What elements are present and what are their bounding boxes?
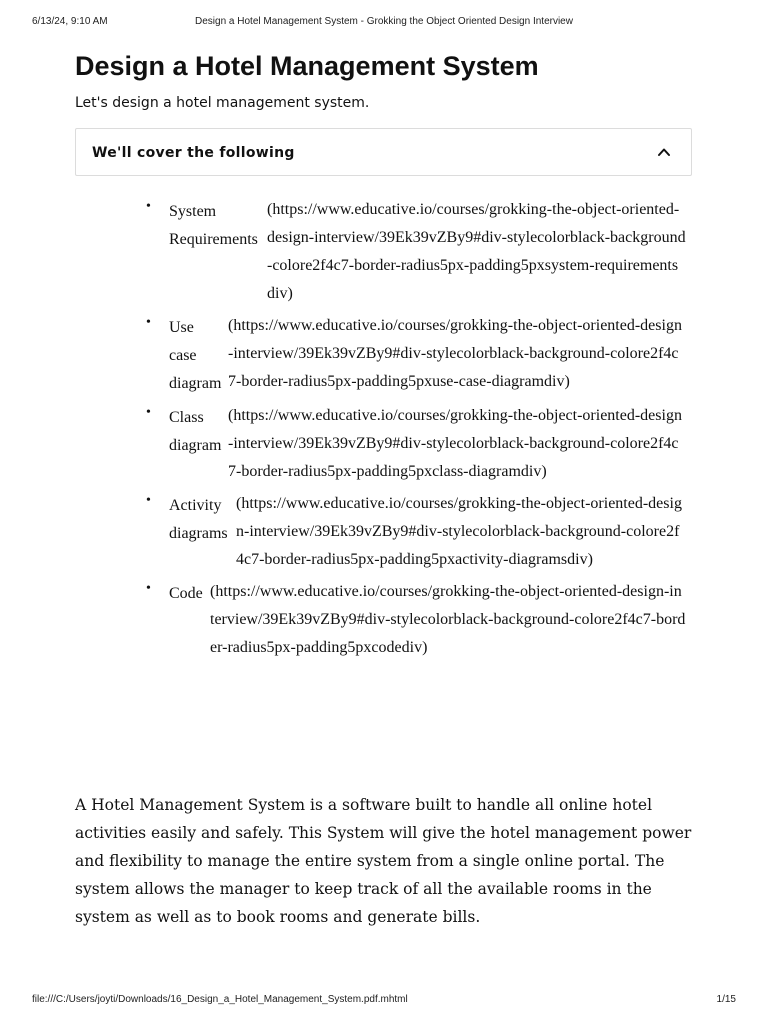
cover-toggle-panel[interactable]: [75, 128, 692, 176]
intro-text: Let's design a hotel management system.: [75, 95, 370, 111]
cover-title: We'll cover the following: [92, 145, 295, 161]
toc-link-use-case-diagram[interactable]: [169, 312, 686, 398]
bullet-icon: •: [146, 493, 151, 508]
toc-url: (https://www.educative.io/courses/grokking-the-object-oriented-design-interview/39Ek39vZBy9#div-stylecolorblack-background-colore2f4c7-border-radius5px-padding5pxcodediv): [210, 583, 686, 656]
toc-item: [146, 402, 686, 486]
page-title: Design a Hotel Management System: [75, 51, 539, 81]
chevron-up-icon[interactable]: [657, 145, 671, 159]
toc-term: System Requirements: [169, 203, 258, 248]
toc-url: (https://www.educative.io/courses/grokking-the-object-oriented-design-interview/39Ek39vZBy9#div-stylecolorblack-background-colore2f4c7-border-radius5px-padding5pxuse-case-diagramdiv): [228, 317, 682, 390]
bullet-icon: •: [146, 199, 151, 214]
toc-url: (https://www.educative.io/courses/grokking-the-object-oriented-design-interview/39Ek39vZBy9#div-stylecolorblack-background-colore2f4c7-border-radius5px-padding5pxactivity-diagramsdiv): [236, 495, 682, 568]
body-paragraph: A Hotel Management System is a software built to handle all online hotel activities easily and safely. This System will give the hotel management power and flexibility to manage the entire system from a single online portal. The system allows the manager to keep track of all the available rooms in the system as well as to book rooms and generate bills.: [75, 796, 692, 926]
toc-list: [146, 196, 686, 666]
toc-term: Activity diagrams: [169, 497, 228, 542]
toc-link-class-diagram[interactable]: [169, 402, 686, 486]
print-page-title: Design a Hotel Management System - Grokking the Object Oriented Design Interview: [195, 16, 573, 27]
toc-item: [146, 196, 686, 308]
toc-term: Class diagram: [169, 409, 222, 454]
bullet-icon: •: [146, 581, 151, 596]
print-file-path: file:///C:/Users/joyti/Downloads/16_Design_a_Hotel_Management_System.pdf.mhtml: [32, 994, 408, 1005]
print-page-number: 1/15: [716, 994, 736, 1005]
toc-item: [146, 578, 686, 662]
toc-url: (https://www.educative.io/courses/grokking-the-object-oriented-design-interview/39Ek39vZBy9#div-stylecolorblack-background-colore2f4c7-border-radius5px-padding5pxclass-diagramdiv): [228, 407, 682, 480]
toc-link-code[interactable]: [169, 578, 686, 662]
toc-url: (https://www.educative.io/courses/grokking-the-object-oriented-design-interview/39Ek39vZBy9#div-stylecolorblack-background-colore2f4c7-border-radius5px-padding5pxsystem-requirementsdiv): [267, 201, 686, 302]
toc-link-system-requirements[interactable]: [169, 196, 686, 308]
print-header: [32, 16, 736, 30]
toc-item: [146, 490, 686, 574]
print-footer: [32, 994, 736, 1008]
bullet-icon: •: [146, 315, 151, 330]
toc-term: Use case diagram: [169, 319, 222, 392]
bullet-icon: •: [146, 405, 151, 420]
toc-item: [146, 312, 686, 398]
toc-link-activity-diagrams[interactable]: [169, 490, 686, 574]
toc-term: Code: [169, 585, 203, 602]
print-date: 6/13/24, 9:10 AM: [32, 16, 108, 27]
